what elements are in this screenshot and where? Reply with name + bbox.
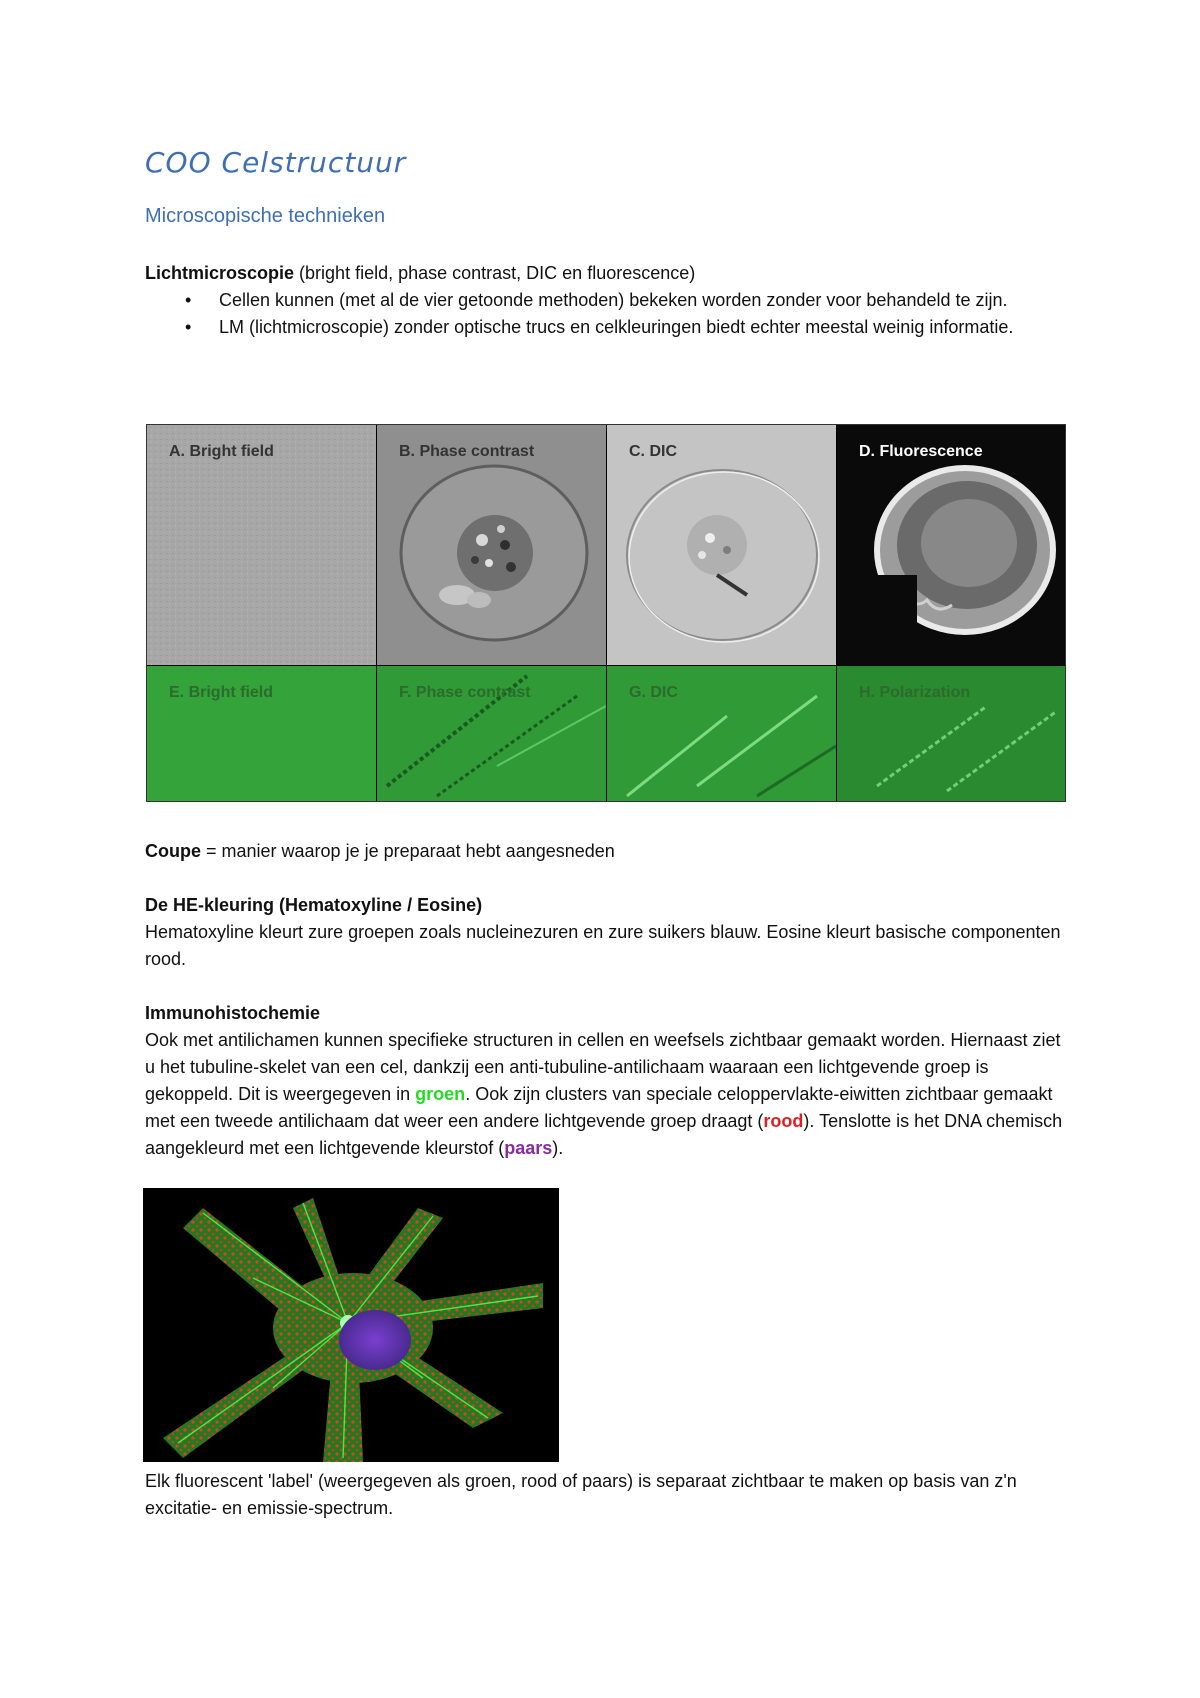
- closing-paragraph: Elk fluorescent 'label' (weergegeven als groen, rood of paars) is separaat zichtbaar te maken op basis van z'n excitatie- en emissie-spectrum.: [145, 1471, 1017, 1518]
- coupe-term: Coupe: [145, 841, 201, 861]
- lichtmicroscopie-section: [145, 260, 1065, 341]
- microscopy-comparison-figure: [146, 424, 1066, 802]
- lichtmicroscopie-heading: [145, 260, 1065, 287]
- immuno-paragraph: [145, 1027, 1065, 1162]
- panel-label: D. Fluorescence: [859, 443, 983, 460]
- immunofluorescence-cell-image: [143, 1188, 559, 1462]
- coupe-definition: [145, 838, 1065, 865]
- immuno-text-2: . Ook zijn clusters van speciale celoppervlakte-eiwitten zichtbaar gemaakt met een tweede antilichaam dat weer een andere lichtgevende groep draagt (: [145, 1084, 1053, 1131]
- section-heading: Microscopische technieken: [145, 205, 386, 227]
- panel-bright-field-cell: [147, 425, 376, 665]
- page-title: COO Celstructuur: [145, 146, 407, 179]
- panel-label: H. Polarization: [859, 684, 971, 701]
- panel-label: C. DIC: [629, 443, 677, 460]
- panel-polarization-fibers: [837, 666, 1065, 801]
- he-heading: De HE-kleuring (Hematoxyline / Eosine): [145, 895, 483, 915]
- highlight-green: groen: [415, 1084, 466, 1104]
- panel-label: A. Bright field: [169, 443, 274, 460]
- lichtmicroscopie-methods: (bright field, phase contrast, DIC en fluorescence): [294, 263, 696, 283]
- immuno-text-4: ).: [552, 1138, 564, 1158]
- panel-fluorescence-cell: [837, 425, 1065, 665]
- panel-bright-field-fibers: [147, 666, 376, 801]
- immuno-section: [145, 1000, 1065, 1162]
- he-section: [145, 892, 1065, 973]
- panel-phase-contrast-cell: [377, 425, 606, 665]
- highlight-purple: paars: [504, 1138, 553, 1158]
- fluorescent-cell-drawing: [143, 1188, 559, 1462]
- phase-contrast-cell-image: [377, 425, 606, 665]
- immuno-text-1: Ook met antilichamen kunnen specifieke structuren in cellen en weefsels zichtbaar gemaakt worden. Hiernaast ziet u het tubuline-skelet van een cel, dankzij een anti-tubuline-antilichaam waaraan een lichtgevende groep is gekoppeld. Dit is weergegeven in: [145, 1030, 1061, 1104]
- he-text: Hematoxyline kleurt zure groepen zoals nucleinezuren en zure suikers blauw. Eosine kleurt basische componenten rood.: [145, 922, 1061, 969]
- panel-phase-contrast-fibers: [377, 666, 606, 801]
- panel-label: F. Phase contrast: [399, 684, 531, 701]
- panel-label: E. Bright field: [169, 684, 273, 701]
- coupe-text: = manier waarop je je preparaat hebt aangesneden: [201, 841, 615, 861]
- highlight-red: rood: [763, 1111, 804, 1131]
- bright-field-texture: [147, 425, 376, 665]
- panel-dic-cell: [607, 425, 836, 665]
- list-item: • LM (lichtmicroscopie) zonder optische trucs en celkleuringen biedt echter meestal weinig informatie.: [145, 314, 1065, 341]
- fluorescence-cell-image: [837, 425, 1065, 665]
- dic-cell-image: [607, 425, 836, 665]
- lichtmicroscopie-term: Lichtmicroscopie: [145, 263, 295, 283]
- panel-dic-fibers: [607, 666, 836, 801]
- panel-label: B. Phase contrast: [399, 443, 535, 460]
- immuno-text-3: ). Tenslotte is het DNA chemisch aangekleurd met een lichtgevende kleurstof (: [145, 1111, 1063, 1158]
- immuno-heading: Immunohistochemie: [145, 1003, 321, 1023]
- bullet-list: [145, 287, 1065, 341]
- list-item: • Cellen kunnen (met al de vier getoonde methoden) bekeken worden zonder voor behandeld te zijn.: [145, 287, 1065, 314]
- panel-label: G. DIC: [629, 684, 678, 701]
